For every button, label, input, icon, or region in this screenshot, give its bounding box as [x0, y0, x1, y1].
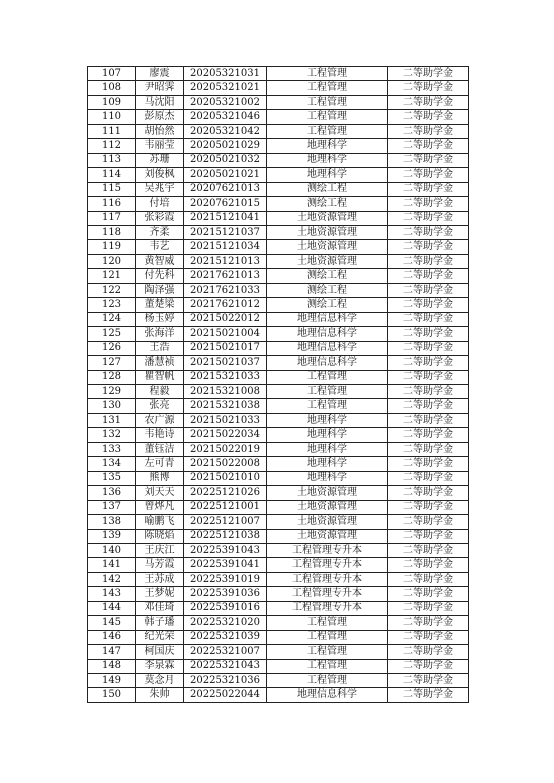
student-name-cell: 韦艺	[136, 240, 184, 254]
major-cell: 工程管理	[267, 659, 388, 673]
row-number-cell: 112	[88, 139, 136, 153]
student-name-cell: 黄智威	[136, 254, 184, 268]
major-cell: 工程管理专升本	[267, 601, 388, 615]
student-name-cell: 王庆江	[136, 543, 184, 557]
student-id-cell: 20225391019	[184, 572, 267, 586]
table-row	[88, 630, 469, 644]
student-name-cell: 刘天天	[136, 486, 184, 500]
table-row	[88, 616, 469, 630]
row-number-cell: 108	[88, 81, 136, 95]
table-row	[88, 457, 469, 471]
student-name-cell: 柯国庆	[136, 645, 184, 659]
major-cell: 土地资源管理	[267, 225, 388, 239]
student-id-cell: 20225391016	[184, 601, 267, 615]
award-level-cell: 二等助学金	[388, 500, 469, 514]
row-number-cell: 146	[88, 630, 136, 644]
award-level-cell: 二等助学金	[388, 254, 469, 268]
major-cell: 地理科学	[267, 457, 388, 471]
student-name-cell: 尹昭霁	[136, 81, 184, 95]
table-row	[88, 442, 469, 456]
student-id-cell: 20215121041	[184, 211, 267, 225]
table-row	[88, 197, 469, 211]
row-number-cell: 107	[88, 67, 136, 81]
student-id-cell: 20225321036	[184, 674, 267, 688]
row-number-cell: 148	[88, 659, 136, 673]
award-level-cell: 二等助学金	[388, 370, 469, 384]
student-id-cell: 20225321039	[184, 630, 267, 644]
award-level-cell: 二等助学金	[388, 153, 469, 167]
student-id-cell: 20205021032	[184, 153, 267, 167]
student-name-cell: 农广源	[136, 413, 184, 427]
award-level-cell: 二等助学金	[388, 168, 469, 182]
table-row	[88, 211, 469, 225]
award-level-cell: 二等助学金	[388, 399, 469, 413]
table-row	[88, 587, 469, 601]
award-level-cell: 二等助学金	[388, 529, 469, 543]
major-cell: 土地资源管理	[267, 515, 388, 529]
major-cell: 测绘工程	[267, 182, 388, 196]
table-row	[88, 543, 469, 557]
major-cell: 地理信息科学	[267, 356, 388, 370]
student-id-cell: 20217621013	[184, 269, 267, 283]
student-id-cell: 20217621012	[184, 298, 267, 312]
major-cell: 工程管理	[267, 370, 388, 384]
award-level-cell: 二等助学金	[388, 688, 469, 702]
student-name-cell: 刘俊枫	[136, 168, 184, 182]
student-name-cell: 朱帅	[136, 688, 184, 702]
student-name-cell: 陈晓焰	[136, 529, 184, 543]
student-id-cell: 20225391043	[184, 543, 267, 557]
row-number-cell: 139	[88, 529, 136, 543]
award-level-cell: 二等助学金	[388, 341, 469, 355]
table-row	[88, 182, 469, 196]
major-cell: 工程管理	[267, 645, 388, 659]
award-level-cell: 二等助学金	[388, 674, 469, 688]
table-row	[88, 515, 469, 529]
row-number-cell: 141	[88, 558, 136, 572]
major-cell: 土地资源管理	[267, 486, 388, 500]
table-row	[88, 356, 469, 370]
major-cell: 测绘工程	[267, 269, 388, 283]
table-row	[88, 659, 469, 673]
table-row	[88, 254, 469, 268]
row-number-cell: 138	[88, 515, 136, 529]
major-cell: 地理信息科学	[267, 341, 388, 355]
row-number-cell: 119	[88, 240, 136, 254]
major-cell: 地理科学	[267, 413, 388, 427]
row-number-cell: 127	[88, 356, 136, 370]
row-number-cell: 145	[88, 616, 136, 630]
award-level-cell: 二等助学金	[388, 356, 469, 370]
student-name-cell: 彭原杰	[136, 110, 184, 124]
row-number-cell: 142	[88, 572, 136, 586]
student-name-cell: 董楚梁	[136, 298, 184, 312]
major-cell: 工程管理专升本	[267, 572, 388, 586]
student-id-cell: 20215022012	[184, 312, 267, 326]
table-row	[88, 298, 469, 312]
student-id-cell: 20225121001	[184, 500, 267, 514]
table-row	[88, 81, 469, 95]
table-row	[88, 558, 469, 572]
major-cell: 测绘工程	[267, 197, 388, 211]
major-cell: 土地资源管理	[267, 500, 388, 514]
award-level-cell: 二等助学金	[388, 225, 469, 239]
student-id-cell: 20215021017	[184, 341, 267, 355]
row-number-cell: 121	[88, 269, 136, 283]
major-cell: 土地资源管理	[267, 211, 388, 225]
row-number-cell: 136	[88, 486, 136, 500]
major-cell: 工程管理	[267, 384, 388, 398]
major-cell: 工程管理	[267, 81, 388, 95]
table-row	[88, 124, 469, 138]
award-level-cell: 二等助学金	[388, 558, 469, 572]
award-level-cell: 二等助学金	[388, 240, 469, 254]
award-level-cell: 二等助学金	[388, 616, 469, 630]
student-name-cell: 王梦妮	[136, 587, 184, 601]
table-row	[88, 327, 469, 341]
student-id-cell: 20215121037	[184, 225, 267, 239]
award-level-cell: 二等助学金	[388, 95, 469, 109]
row-number-cell: 149	[88, 674, 136, 688]
award-level-cell: 二等助学金	[388, 630, 469, 644]
award-level-cell: 二等助学金	[388, 384, 469, 398]
row-number-cell: 135	[88, 471, 136, 485]
student-name-cell: 潘慧祯	[136, 356, 184, 370]
scholarship-table	[87, 66, 469, 703]
student-name-cell: 邓佳琦	[136, 601, 184, 615]
student-id-cell: 20225391041	[184, 558, 267, 572]
award-level-cell: 二等助学金	[388, 327, 469, 341]
award-level-cell: 二等助学金	[388, 572, 469, 586]
award-level-cell: 二等助学金	[388, 442, 469, 456]
student-name-cell: 瞿智帆	[136, 370, 184, 384]
row-number-cell: 122	[88, 283, 136, 297]
major-cell: 地理信息科学	[267, 688, 388, 702]
student-id-cell: 20207621015	[184, 197, 267, 211]
student-id-cell: 20225321007	[184, 645, 267, 659]
major-cell: 土地资源管理	[267, 240, 388, 254]
award-level-cell: 二等助学金	[388, 197, 469, 211]
student-id-cell: 20215121034	[184, 240, 267, 254]
student-name-cell: 熊博	[136, 471, 184, 485]
table-row	[88, 601, 469, 615]
student-id-cell: 20225121038	[184, 529, 267, 543]
student-id-cell: 20225121007	[184, 515, 267, 529]
student-id-cell: 20205021021	[184, 168, 267, 182]
row-number-cell: 123	[88, 298, 136, 312]
student-name-cell: 齐柔	[136, 225, 184, 239]
table-row	[88, 269, 469, 283]
award-level-cell: 二等助学金	[388, 67, 469, 81]
row-number-cell: 144	[88, 601, 136, 615]
table-row	[88, 95, 469, 109]
major-cell: 工程管理	[267, 616, 388, 630]
row-number-cell: 114	[88, 168, 136, 182]
row-number-cell: 109	[88, 95, 136, 109]
major-cell: 工程管理	[267, 124, 388, 138]
table-row	[88, 110, 469, 124]
major-cell: 工程管理	[267, 674, 388, 688]
major-cell: 地理信息科学	[267, 312, 388, 326]
award-level-cell: 二等助学金	[388, 211, 469, 225]
row-number-cell: 134	[88, 457, 136, 471]
award-level-cell: 二等助学金	[388, 312, 469, 326]
major-cell: 测绘工程	[267, 298, 388, 312]
row-number-cell: 116	[88, 197, 136, 211]
student-id-cell: 20205321046	[184, 110, 267, 124]
student-name-cell: 杨玉婷	[136, 312, 184, 326]
award-level-cell: 二等助学金	[388, 645, 469, 659]
student-id-cell: 20215021004	[184, 327, 267, 341]
row-number-cell: 128	[88, 370, 136, 384]
student-id-cell: 20215021033	[184, 413, 267, 427]
row-number-cell: 143	[88, 587, 136, 601]
student-id-cell: 20215022019	[184, 442, 267, 456]
major-cell: 工程管理专升本	[267, 543, 388, 557]
row-number-cell: 111	[88, 124, 136, 138]
student-name-cell: 胡怡然	[136, 124, 184, 138]
award-level-cell: 二等助学金	[388, 139, 469, 153]
table-body	[88, 67, 469, 703]
student-id-cell: 20225321020	[184, 616, 267, 630]
major-cell: 工程管理	[267, 630, 388, 644]
table-row	[88, 399, 469, 413]
student-name-cell: 张海洋	[136, 327, 184, 341]
row-number-cell: 118	[88, 225, 136, 239]
award-level-cell: 二等助学金	[388, 587, 469, 601]
table-row	[88, 572, 469, 586]
major-cell: 地理科学	[267, 139, 388, 153]
table-row	[88, 384, 469, 398]
major-cell: 地理科学	[267, 428, 388, 442]
student-name-cell: 韦丽莹	[136, 139, 184, 153]
student-name-cell: 王苏成	[136, 572, 184, 586]
major-cell: 地理信息科学	[267, 327, 388, 341]
table-row	[88, 486, 469, 500]
major-cell: 地理科学	[267, 153, 388, 167]
row-number-cell: 131	[88, 413, 136, 427]
student-name-cell: 程毅	[136, 384, 184, 398]
student-id-cell: 20225321043	[184, 659, 267, 673]
major-cell: 工程管理	[267, 95, 388, 109]
student-id-cell: 20225121026	[184, 486, 267, 500]
award-level-cell: 二等助学金	[388, 471, 469, 485]
row-number-cell: 133	[88, 442, 136, 456]
major-cell: 工程管理	[267, 399, 388, 413]
student-id-cell: 20215022034	[184, 428, 267, 442]
student-id-cell: 20215321008	[184, 384, 267, 398]
table-row	[88, 428, 469, 442]
row-number-cell: 130	[88, 399, 136, 413]
award-level-cell: 二等助学金	[388, 601, 469, 615]
student-id-cell: 20225391036	[184, 587, 267, 601]
major-cell: 工程管理专升本	[267, 587, 388, 601]
table-row	[88, 688, 469, 702]
table-row	[88, 674, 469, 688]
student-name-cell: 喻鹏飞	[136, 515, 184, 529]
student-name-cell: 马芳霞	[136, 558, 184, 572]
student-id-cell: 20215121013	[184, 254, 267, 268]
student-name-cell: 张亮	[136, 399, 184, 413]
student-name-cell: 张彩霞	[136, 211, 184, 225]
student-name-cell: 苏珊	[136, 153, 184, 167]
student-name-cell: 左可青	[136, 457, 184, 471]
student-id-cell: 20217621033	[184, 283, 267, 297]
table-row	[88, 645, 469, 659]
student-id-cell: 20205321002	[184, 95, 267, 109]
major-cell: 地理科学	[267, 442, 388, 456]
student-name-cell: 莫念月	[136, 674, 184, 688]
major-cell: 测绘工程	[267, 283, 388, 297]
student-name-cell: 李泉霖	[136, 659, 184, 673]
major-cell: 地理科学	[267, 471, 388, 485]
row-number-cell: 129	[88, 384, 136, 398]
row-number-cell: 126	[88, 341, 136, 355]
student-name-cell: 廖震	[136, 67, 184, 81]
award-level-cell: 二等助学金	[388, 283, 469, 297]
table-row	[88, 240, 469, 254]
student-id-cell: 20215022008	[184, 457, 267, 471]
major-cell: 工程管理	[267, 110, 388, 124]
student-id-cell: 20215321033	[184, 370, 267, 384]
award-level-cell: 二等助学金	[388, 413, 469, 427]
major-cell: 工程管理专升本	[267, 558, 388, 572]
student-id-cell: 20205021029	[184, 139, 267, 153]
row-number-cell: 150	[88, 688, 136, 702]
student-name-cell: 韦艳诗	[136, 428, 184, 442]
student-id-cell: 20207621013	[184, 182, 267, 196]
student-id-cell: 20215021037	[184, 356, 267, 370]
student-id-cell: 20205321042	[184, 124, 267, 138]
award-level-cell: 二等助学金	[388, 124, 469, 138]
student-name-cell: 付先科	[136, 269, 184, 283]
student-name-cell: 董钰洁	[136, 442, 184, 456]
row-number-cell: 140	[88, 543, 136, 557]
table-row	[88, 67, 469, 81]
award-level-cell: 二等助学金	[388, 269, 469, 283]
student-id-cell: 20205321031	[184, 67, 267, 81]
major-cell: 土地资源管理	[267, 529, 388, 543]
student-id-cell: 20225022044	[184, 688, 267, 702]
student-name-cell: 王浩	[136, 341, 184, 355]
table-row	[88, 500, 469, 514]
student-name-cell: 付培	[136, 197, 184, 211]
award-level-cell: 二等助学金	[388, 515, 469, 529]
table-row	[88, 225, 469, 239]
award-level-cell: 二等助学金	[388, 543, 469, 557]
row-number-cell: 137	[88, 500, 136, 514]
student-name-cell: 曾烨凡	[136, 500, 184, 514]
table-row	[88, 471, 469, 485]
table-row	[88, 370, 469, 384]
award-level-cell: 二等助学金	[388, 81, 469, 95]
student-name-cell: 陶泽强	[136, 283, 184, 297]
table-row	[88, 341, 469, 355]
table-row	[88, 168, 469, 182]
table-row	[88, 312, 469, 326]
row-number-cell: 120	[88, 254, 136, 268]
student-id-cell: 20215321038	[184, 399, 267, 413]
row-number-cell: 147	[88, 645, 136, 659]
table-row	[88, 529, 469, 543]
row-number-cell: 113	[88, 153, 136, 167]
row-number-cell: 117	[88, 211, 136, 225]
student-name-cell: 韩子璠	[136, 616, 184, 630]
table-row	[88, 153, 469, 167]
student-id-cell: 20215021010	[184, 471, 267, 485]
student-name-cell: 纪光荣	[136, 630, 184, 644]
table-row	[88, 413, 469, 427]
major-cell: 工程管理	[267, 67, 388, 81]
student-name-cell: 马沈阳	[136, 95, 184, 109]
row-number-cell: 124	[88, 312, 136, 326]
row-number-cell: 115	[88, 182, 136, 196]
table-row	[88, 283, 469, 297]
row-number-cell: 110	[88, 110, 136, 124]
major-cell: 土地资源管理	[267, 254, 388, 268]
student-id-cell: 20205321021	[184, 81, 267, 95]
row-number-cell: 125	[88, 327, 136, 341]
award-level-cell: 二等助学金	[388, 182, 469, 196]
award-level-cell: 二等助学金	[388, 110, 469, 124]
award-level-cell: 二等助学金	[388, 659, 469, 673]
student-name-cell: 吴兆宇	[136, 182, 184, 196]
award-level-cell: 二等助学金	[388, 457, 469, 471]
major-cell: 地理科学	[267, 168, 388, 182]
award-level-cell: 二等助学金	[388, 428, 469, 442]
award-level-cell: 二等助学金	[388, 486, 469, 500]
award-level-cell: 二等助学金	[388, 298, 469, 312]
row-number-cell: 132	[88, 428, 136, 442]
table-row	[88, 139, 469, 153]
